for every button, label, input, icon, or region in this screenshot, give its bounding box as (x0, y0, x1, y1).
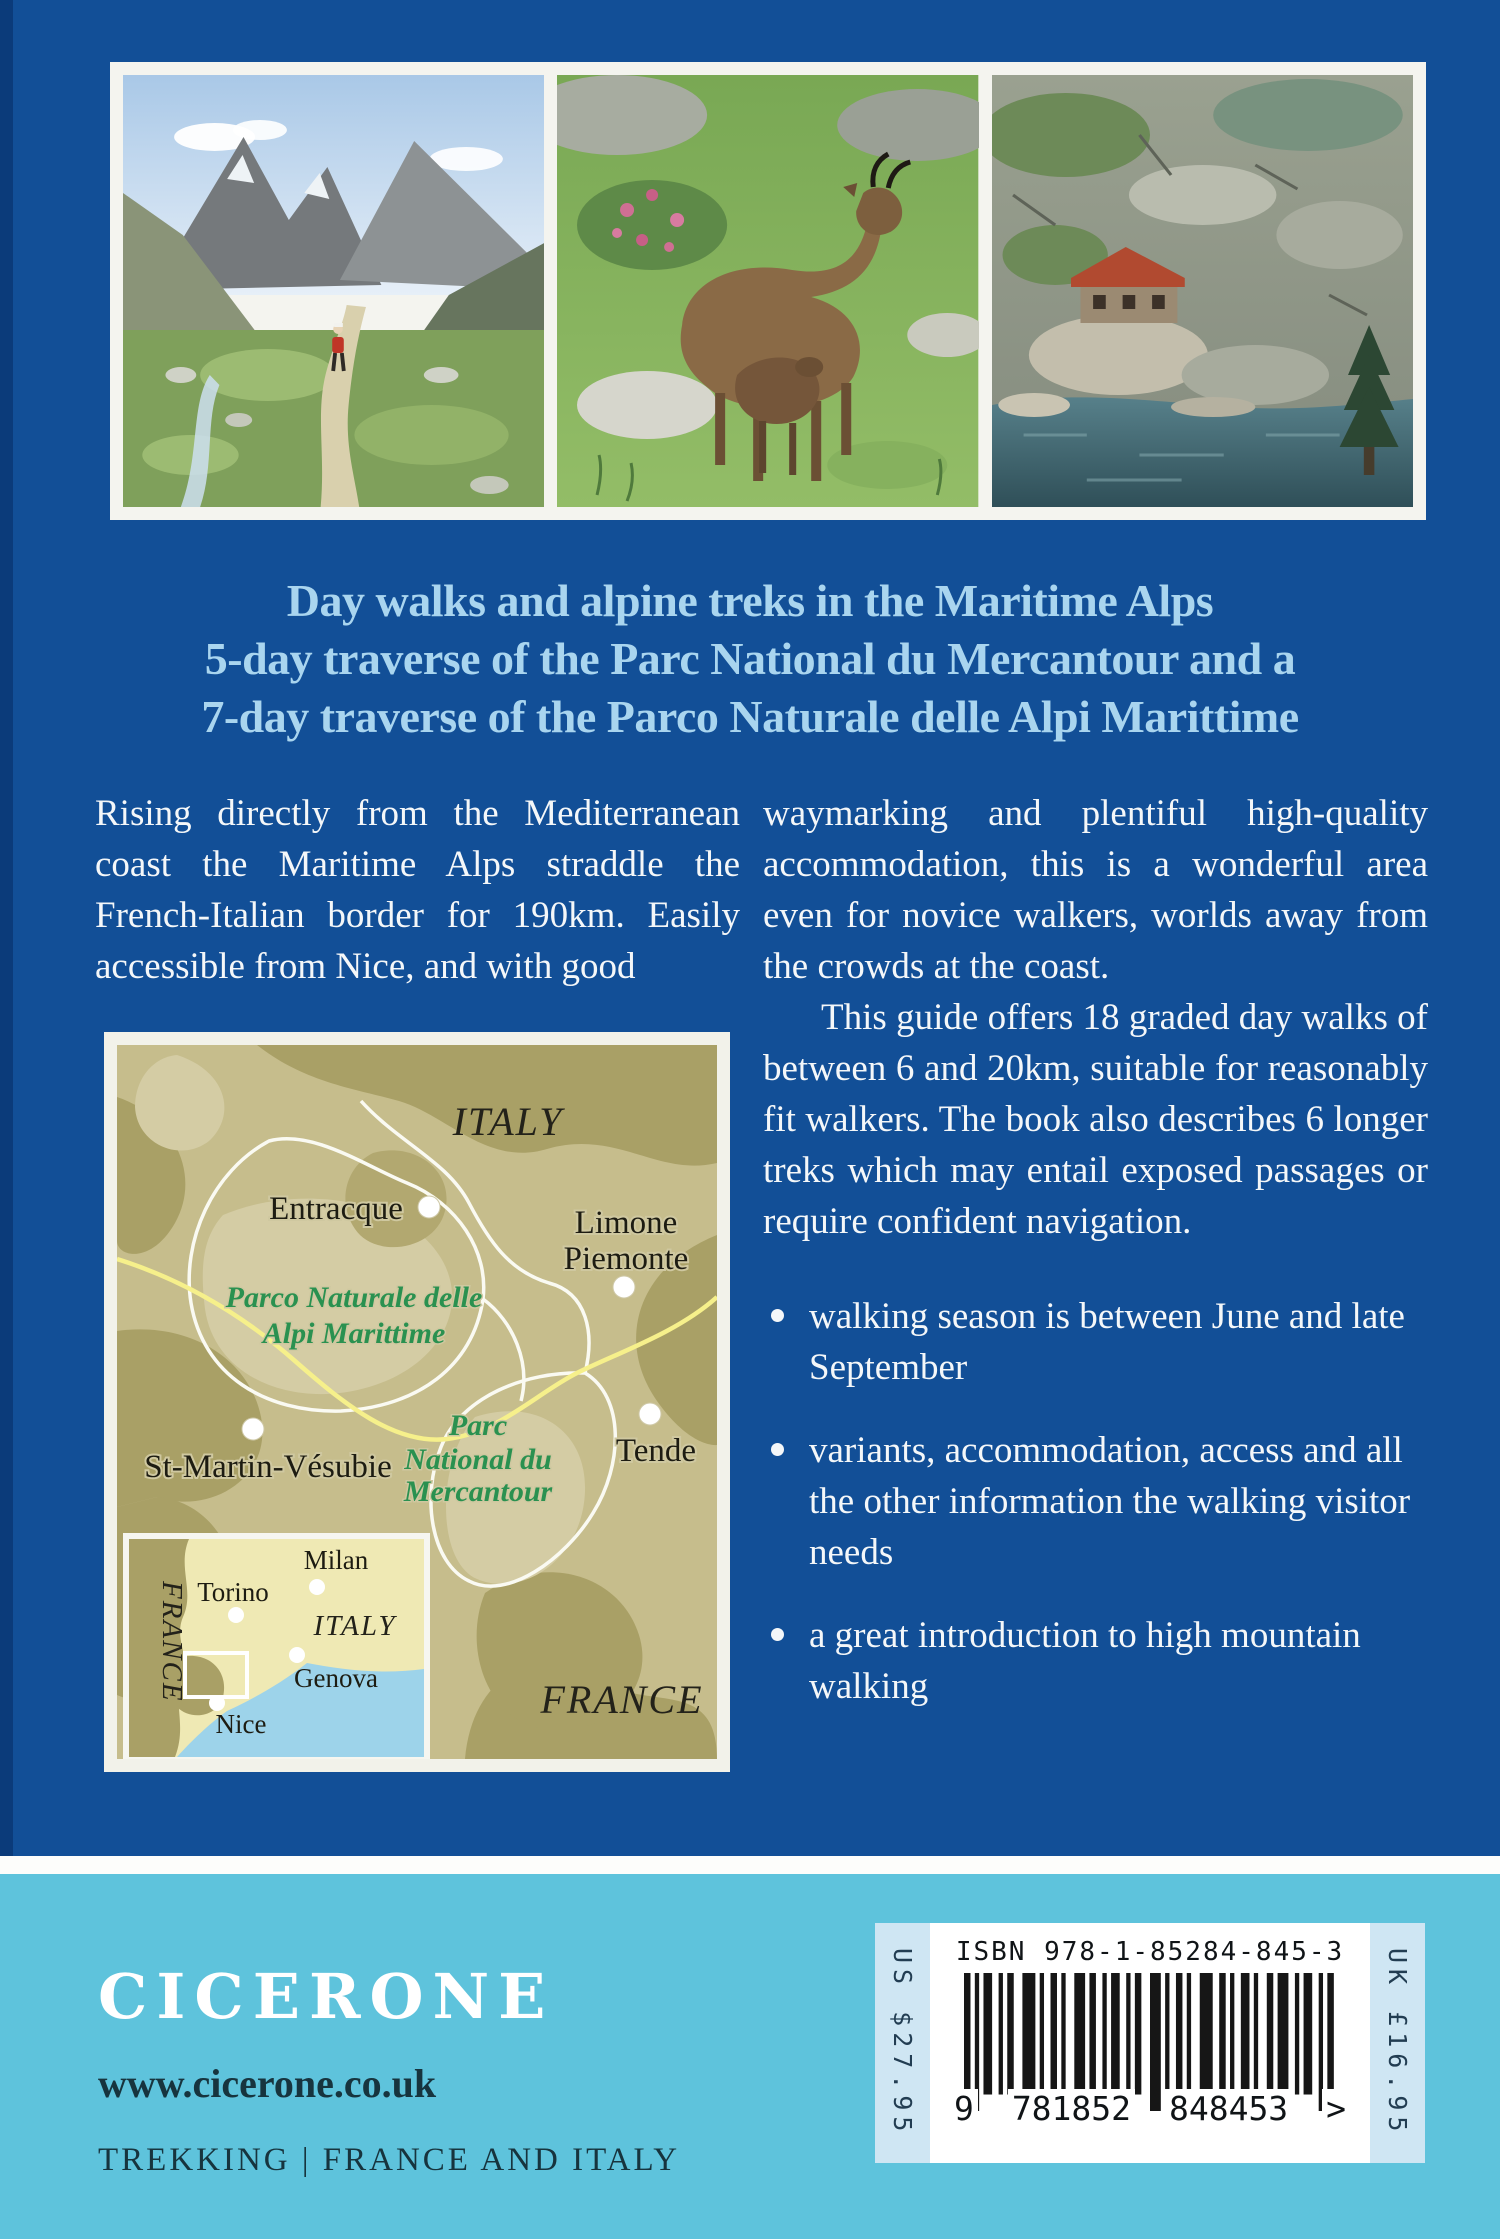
price-tab-us (875, 1923, 930, 2163)
inset-label-france: FRANCE (156, 1581, 188, 1703)
inset-label-milan: Milan (303, 1545, 369, 1575)
photo-chamois (557, 75, 978, 507)
barcode-digit-group: 781852 (1008, 2089, 1135, 2128)
map-label-parc-2: National du (404, 1443, 552, 1476)
back-cover-headline (0, 572, 1500, 746)
st-martin-dot (242, 1418, 264, 1440)
limone-dot (613, 1276, 635, 1298)
bullet-item (763, 1425, 1428, 1578)
us-price: US $27.95 (888, 1948, 917, 2138)
barcode-digit-group: 9 (950, 2089, 978, 2128)
milan-dot (309, 1579, 325, 1595)
region-map-illustration (117, 1045, 717, 1759)
inset-overview-map (123, 1533, 430, 1759)
photo-strip (110, 62, 1426, 520)
refuge-lake-illustration (992, 75, 1413, 507)
bullet-item (763, 1610, 1428, 1712)
barcode-center (930, 1923, 1370, 2163)
footer-band (0, 1874, 1500, 2239)
map-label-st-martin: St-Martin-Vésubie (144, 1449, 392, 1485)
inset-label-torino: Torino (197, 1577, 269, 1607)
barcode-panel (875, 1923, 1425, 2163)
chamois-illustration (557, 75, 978, 507)
publisher-url: www.cicerone.co.uk (98, 2061, 437, 2106)
map-label-tende: Tende (615, 1433, 697, 1469)
price-tab-uk (1370, 1923, 1425, 2163)
torino-dot (228, 1607, 244, 1623)
tende-dot (639, 1403, 661, 1425)
intro-paragraph-right-1: waymarking and plentiful high-quality accommodation, this is a wonderful area even for novice walkers, worlds away from the crowds at the coast. (763, 793, 1428, 987)
bullet-dot (771, 1628, 784, 1641)
uk-price: UK £16.95 (1383, 1948, 1412, 2138)
bullet-dot (771, 1309, 784, 1322)
cicerone-logo: CICERONE (98, 1960, 555, 2033)
intro-paragraph-left: Rising directly from the Mediterranean coast the Maritime Alps straddle the French-Italian border for 190km. Easily accessible from Nice, and with good (95, 793, 740, 987)
photo-refuge-lake (992, 75, 1413, 507)
isbn-text: ISBN 978-1-85284-845-3 (955, 1937, 1345, 1967)
inset-label-italy: ITALY (313, 1610, 397, 1642)
photo-valley-trail (123, 75, 544, 507)
region-map (104, 1032, 730, 1772)
valley-trail-illustration (123, 75, 544, 507)
intro-left-column (95, 788, 740, 992)
intro-right-column (763, 788, 1428, 1712)
feature-bullet-list (763, 1291, 1428, 1712)
map-label-france: FRANCE (540, 1677, 704, 1722)
entracque-dot (418, 1196, 440, 1218)
map-label-entracque: Entracque (269, 1191, 403, 1227)
bullet-item (763, 1291, 1428, 1393)
headline-line-3: 7-day traverse of the Parco Naturale delle Alpi Marittime (201, 691, 1299, 742)
series-category: TREKKING | FRANCE AND ITALY (98, 2142, 681, 2178)
map-label-italy: ITALY (452, 1099, 564, 1144)
map-label-piemonte: Piemonte (563, 1241, 689, 1277)
genova-dot (289, 1647, 305, 1663)
headline-line-1: Day walks and alpine treks in the Maritime Alps (286, 575, 1214, 626)
inset-label-nice: Nice (215, 1709, 267, 1739)
map-label-parco-2: Alpi Marittime (262, 1317, 446, 1350)
map-label-parco-1: Parco Naturale delle (225, 1281, 483, 1314)
intro-paragraph-right-2: This guide offers 18 graded day walks of between 6 and 20km, suitable for reasonably fit walkers. The book also describes 6 longer treks which may entail exposed passages or require confident navigation. (763, 997, 1428, 1242)
map-label-parc-3: Mercantour (403, 1475, 553, 1508)
bullet-text: walking season is between June and late September (809, 1296, 1405, 1388)
bullet-dot (771, 1443, 784, 1456)
map-label-limone: Limone (574, 1205, 678, 1241)
barcode-digit-group: 848453 (1165, 2089, 1292, 2128)
barcode-digits (950, 2089, 1350, 2128)
bullet-text: a great introduction to high mountain walking (809, 1615, 1361, 1707)
bullet-text: variants, accommodation, access and all the other information the walking visitor needs (809, 1430, 1411, 1573)
map-label-parc-1: Parc (448, 1409, 508, 1442)
headline-line-2: 5-day traverse of the Parc National du Mercantour and a (204, 633, 1296, 684)
barcode-arrow: > (1322, 2089, 1350, 2128)
inset-label-genova: Genova (294, 1663, 378, 1693)
footer-divider (0, 1856, 1500, 1874)
